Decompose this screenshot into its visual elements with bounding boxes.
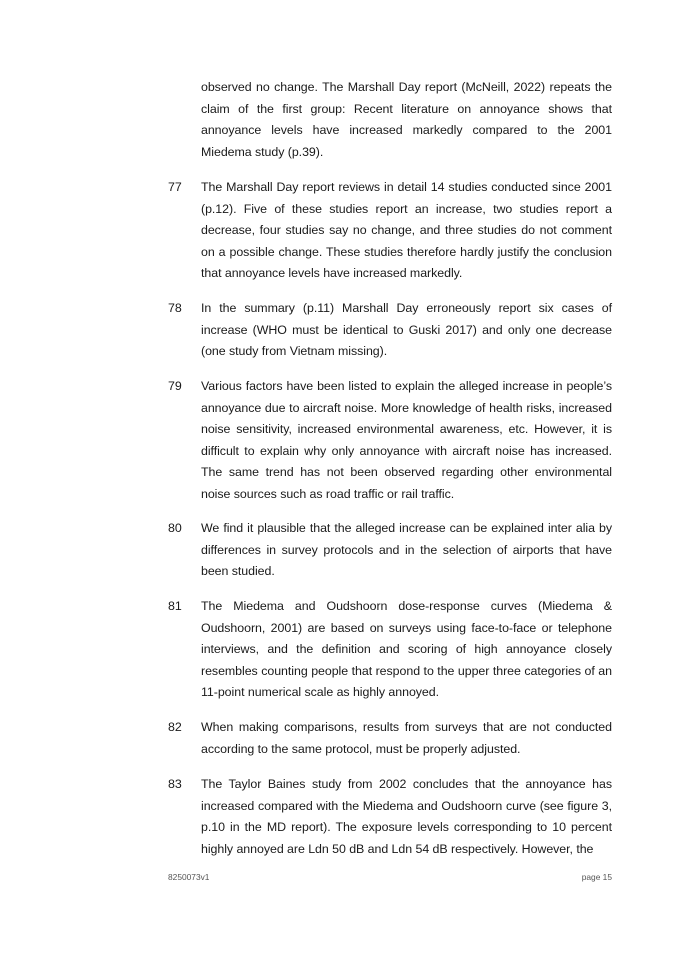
paragraph-text: observed no change. The Marshall Day report (McNeill, 2022) repeats the claim of the first group: Recent literature on annoyance shows that annoyance levels have increased markedly compared to the 2001 Miedema study (p.39).: [201, 80, 612, 159]
paragraph-text: When making comparisons, results from surveys that are not conducted according to the same protocol, must be properly adjusted.: [201, 720, 612, 756]
paragraph-number: 79: [168, 379, 182, 393]
paragraph-text: We find it plausible that the alleged increase can be explained inter alia by differences in survey protocols and in the selection of airports that have been studied.: [201, 521, 612, 579]
page-number: page 15: [581, 872, 612, 882]
paragraph-text: The Taylor Baines study from 2002 concludes that the annoyance has increased compared with the Miedema and Oudshoorn curve (see figure 3, p.10 in the MD report). The exposure levels corresponding to 10 percent highly annoyed are Ldn 50 dB and Ldn 54 dB respectively. However, the: [201, 777, 612, 856]
paragraph-number: 78: [168, 301, 182, 315]
document-id: 8250073v1: [168, 872, 210, 882]
paragraph-number: 80: [168, 521, 182, 535]
paragraph-number: 83: [168, 777, 182, 791]
paragraph-text: Various factors have been listed to explain the alleged increase in people’s annoyance due to aircraft noise. More knowledge of health risks, increased noise sensitivity, increased environmental awareness, etc. However, it is difficult to explain why only annoyance with aircraft noise has increased. The same trend has not been observed regarding other environmental noise sources such as road traffic or rail traffic.: [201, 379, 612, 501]
paragraph-text: In the summary (p.11) Marshall Day erroneously report six cases of increase (WHO must be identical to Guski 2017) and only one decrease (one study from Vietnam missing).: [201, 301, 612, 359]
paragraph-text: The Miedema and Oudshoorn dose-response curves (Miedema & Oudshoorn, 2001) are based on surveys using face-to-face or telephone interviews, and the definition and scoring of high annoyance closely resembles counting people that respond to the upper three categories of an 11-point numerical scale as highly annoyed.: [201, 599, 612, 700]
paragraph-number: 81: [168, 599, 182, 613]
paragraph-number: 82: [168, 720, 182, 734]
paragraph-text: The Marshall Day report reviews in detail 14 studies conducted since 2001 (p.12). Five of these studies report an increase, two studies report a decrease, four studies say no change, and three studies do not comment on a possible change. These studies therefore hardly justify the conclusion that annoyance levels have increased markedly.: [201, 180, 612, 281]
paragraph-number: 77: [168, 180, 182, 194]
